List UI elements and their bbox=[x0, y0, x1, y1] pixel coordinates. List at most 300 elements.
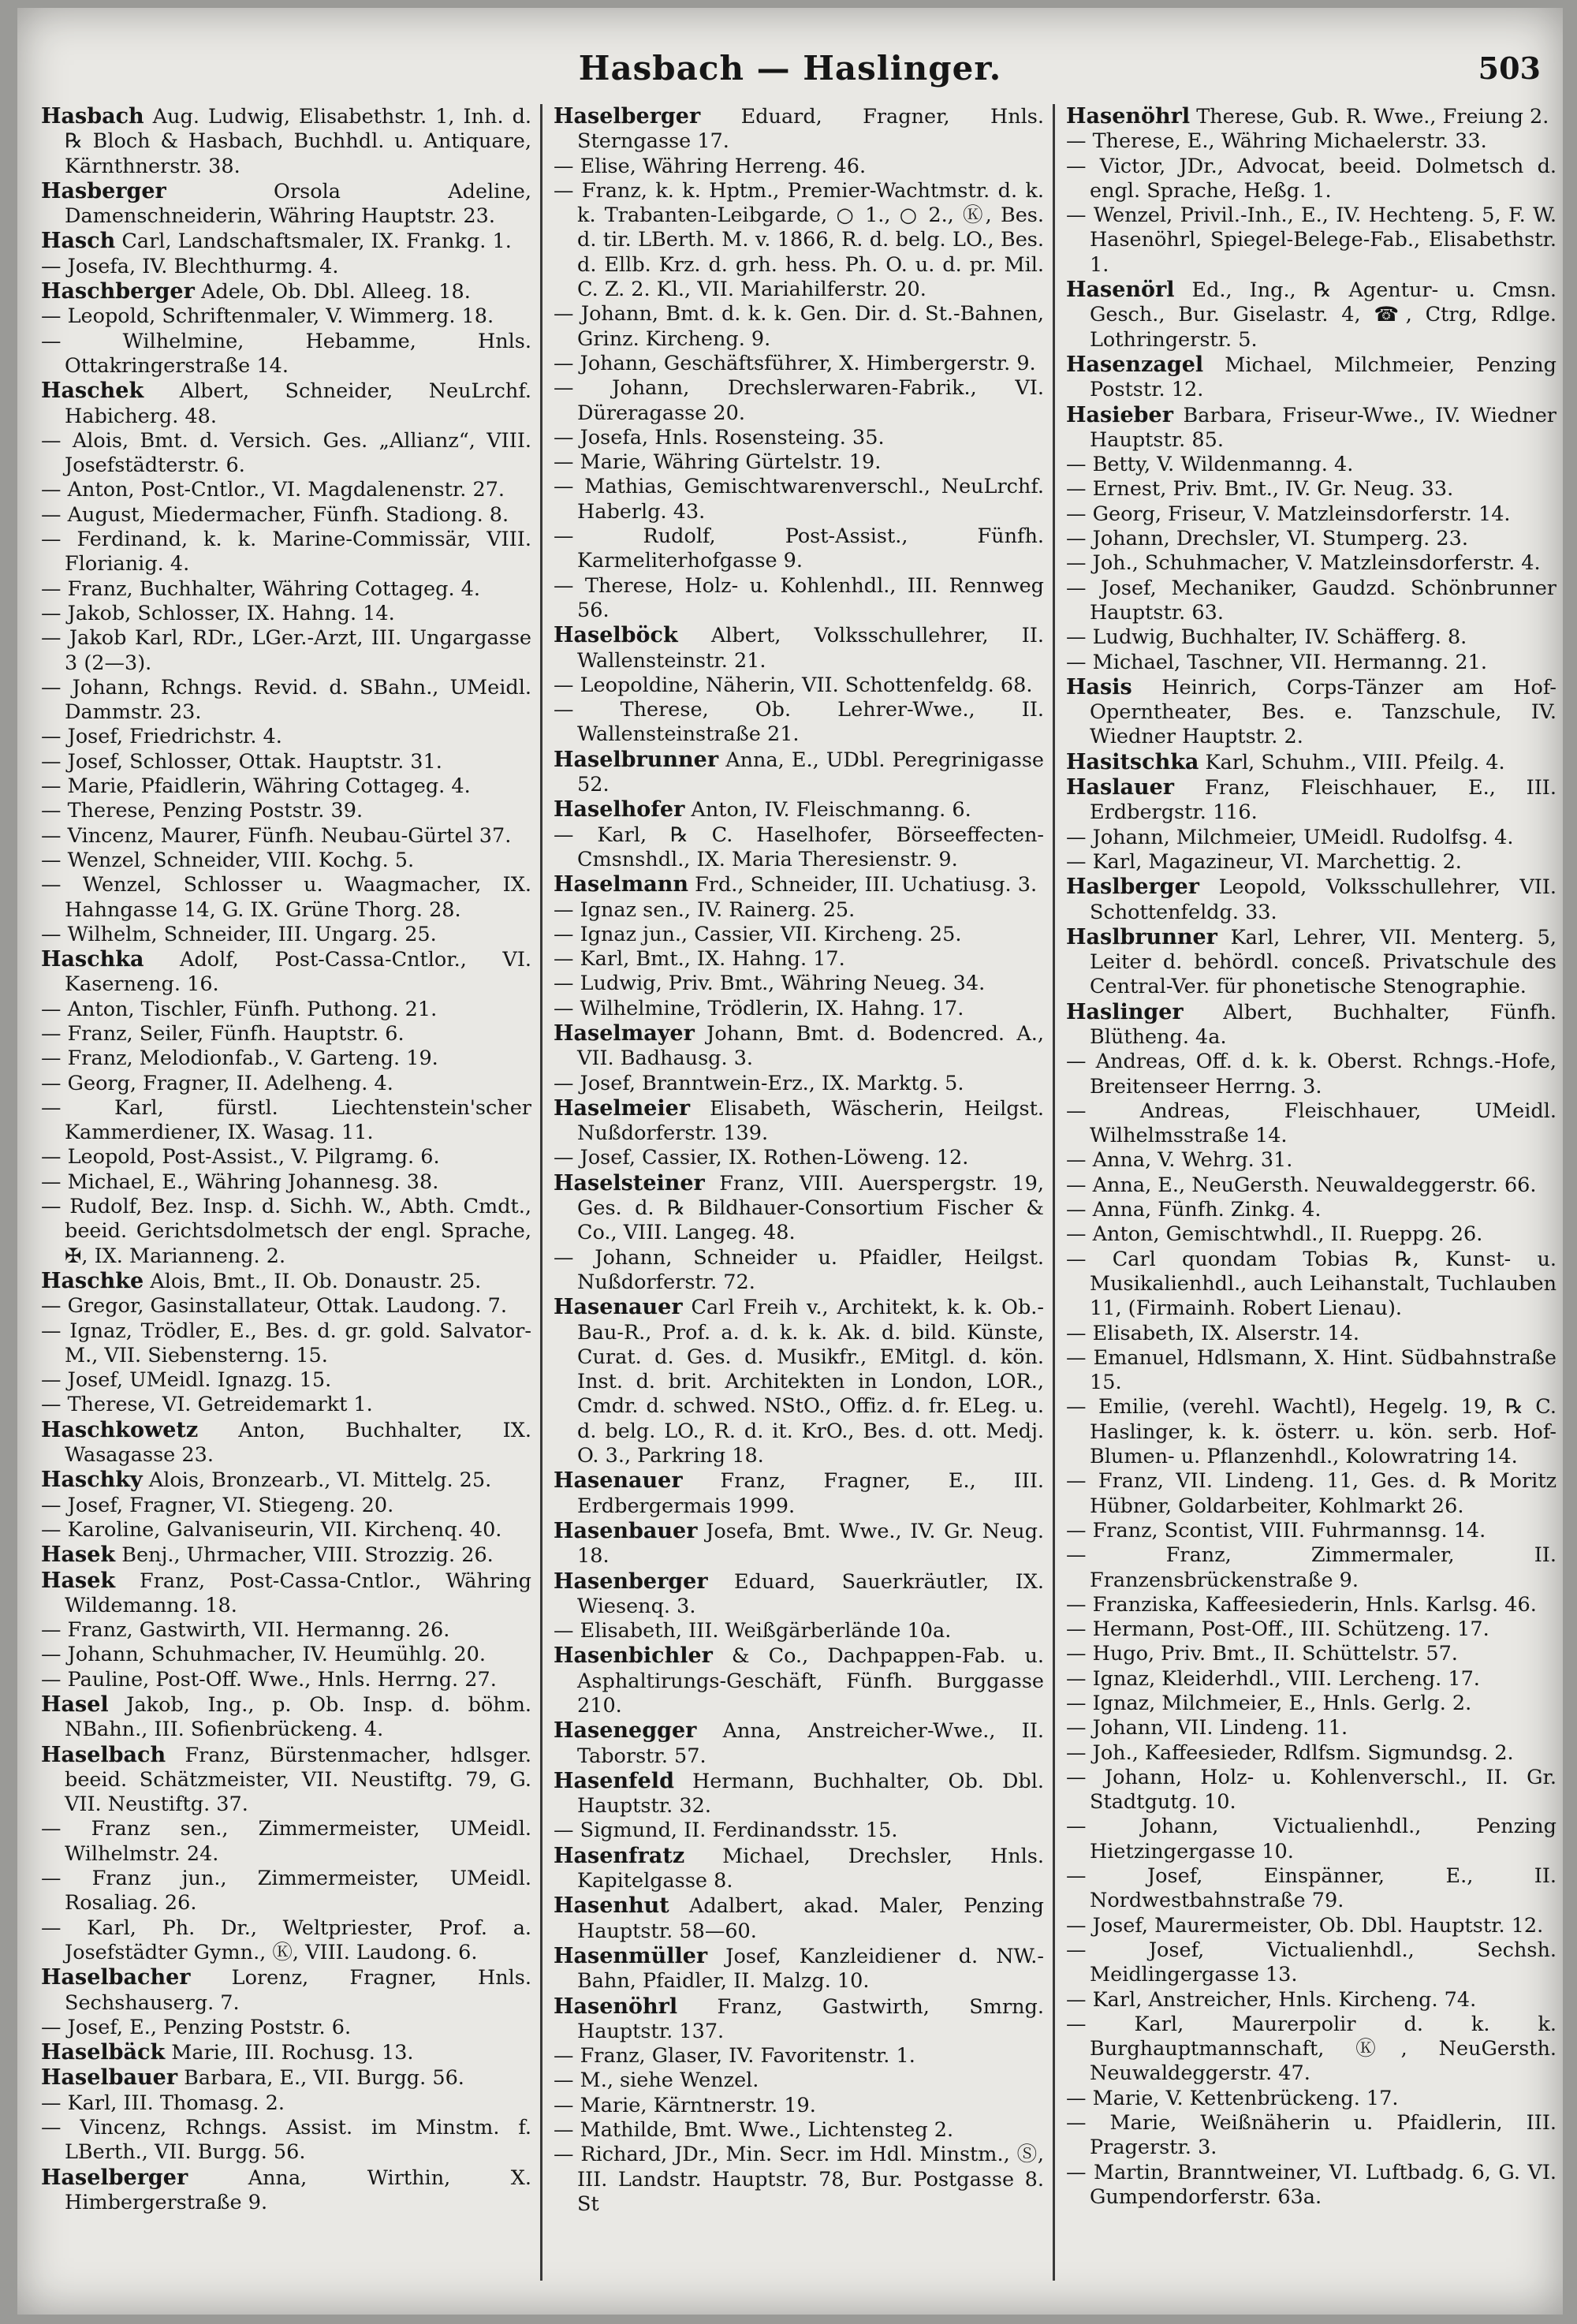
entry-text: — Franz, k. k. Hptm., Premier-Wachtmstr. d. k. k. Trabanten-Leibgarde, ○ 1., ○ 2., Ⓚ, Bes. d. tir. LBerth. M. v. 1866, R. d. belg. LO., Bes. d. Ellb. Krz. d. grh. hess. Ph. O. u. d. pr. Mil. C. Z. 2. Kl., VII. Mariahilferstr. 20. bbox=[554, 178, 1044, 302]
directory-entry bbox=[554, 302, 1044, 352]
directory-entry bbox=[41, 750, 531, 774]
directory-entry bbox=[41, 2065, 531, 2091]
entry-text: — Anton, Tischler, Fünfh. Puthong. 21. bbox=[41, 997, 438, 1021]
entry-text: — Johann, Victualienhdl., Penzing Hietzingergasse 10. bbox=[1066, 1815, 1556, 1863]
entry-surname: Hasenörl bbox=[1066, 278, 1175, 303]
entry-text: Michael, Drechsler, Hnls. Kapitelgasse 8. bbox=[577, 1844, 1044, 1893]
entry-text: Carl Freih v., Architekt, k. k. Ob.-Bau-R., Prof. a. d. k. k. Ak. d. bild. Künste, Curat. d. Ges. d. Musikfr., EMitgl. d. kön. Inst. d. brit. Architekten in London, LOR., Cmdr. d. schwed. NStO., Offiz. d. fr. ELeg. u. d. belg. LO., R. d. it. KrO., Bes. d. ott. Medj. O. 3., Parkring 18. bbox=[577, 1296, 1044, 1468]
entry-surname: Haslbrunner bbox=[1066, 924, 1217, 949]
directory-entry bbox=[1066, 625, 1556, 650]
directory-columns bbox=[41, 104, 1563, 2296]
entry-text: Ed., Ing., ℞ Agentur- u. Cmsn. Gesch., Bur. Giselastr. 4, ☎, Ctrg, Rdlge. Lothringerstr. 5. bbox=[1090, 278, 1556, 352]
entry-text: — Johann, Schneider u. Pfaidler, Heilgst. Nußdorferstr. 72. bbox=[554, 1245, 1044, 1294]
entry-text: — Josef, E., Penzing Poststr. 6. bbox=[41, 2015, 352, 2039]
entry-surname: Hasenöhrl bbox=[1066, 104, 1191, 129]
entry-text: Jakob, Ing., p. Ob. Insp. d. böhm. NBahn., III. Sofienbrückeng. 4. bbox=[65, 1693, 531, 1742]
entry-surname: Haselmeier bbox=[554, 1095, 691, 1121]
directory-entry bbox=[1066, 1322, 1556, 1346]
entry-surname: Haschke bbox=[41, 1268, 144, 1293]
directory-entry bbox=[554, 1844, 1044, 1894]
entry-text: Josef, Kanzleidiener d. NW.-Bahn, Pfaidler, II. Malzg. 10. bbox=[577, 1944, 1044, 1994]
directory-entry bbox=[1066, 775, 1556, 826]
entry-text: — Anton, Post-Cntlor., VI. Magdalenenstr. 27. bbox=[41, 478, 505, 502]
directory-entry bbox=[554, 155, 1044, 179]
directory-entry bbox=[41, 104, 531, 179]
directory-entry bbox=[41, 1170, 531, 1195]
entry-text: — Josef, Mechaniker, Gaudzd. Schönbrunner Hauptstr. 63. bbox=[1066, 576, 1556, 625]
directory-entry bbox=[554, 1819, 1044, 1843]
entry-text: — Josef, Branntwein-Erz., IX. Marktg. 5. bbox=[554, 1071, 964, 1095]
entry-text: — Karl, Ph. Dr., Weltpriester, Prof. a. Josefstädter Gymn., Ⓚ, VIII. Laudong. 6. bbox=[41, 1916, 531, 1964]
entry-text: — Jakob Karl, RDr., LGer.-Arzt, III. Ungargasse 3 (2—3). bbox=[41, 626, 531, 675]
directory-column-3 bbox=[1066, 104, 1556, 2296]
entry-surname: Hasenberger bbox=[554, 1569, 708, 1594]
entry-text: — Anna, V. Wehrg. 31. bbox=[1066, 1148, 1293, 1173]
running-title: Hasbach — Haslinger. bbox=[578, 49, 1002, 88]
directory-entry bbox=[554, 524, 1044, 574]
directory-entry bbox=[41, 998, 531, 1022]
entry-text: Alois, Bmt., II. Ob. Donaustr. 25. bbox=[144, 1269, 482, 1293]
directory-entry bbox=[1066, 1864, 1556, 1914]
directory-entry bbox=[554, 574, 1044, 624]
entry-text: Anna, E., UDbl. Peregrinigasse 52. bbox=[577, 748, 1044, 797]
directory-entry bbox=[554, 1021, 1044, 1072]
directory-entry bbox=[41, 1542, 531, 1568]
directory-entry bbox=[554, 104, 1044, 155]
directory-entry bbox=[41, 1046, 531, 1071]
directory-entry bbox=[1066, 1198, 1556, 1222]
entry-text: — Wilhelmine, Trödlerin, IX. Hahng. 17. bbox=[554, 996, 964, 1020]
page-header bbox=[17, 43, 1563, 98]
entry-text: — Ignaz jun., Cassier, VII. Kircheng. 25. bbox=[554, 922, 962, 946]
entry-surname: Haselböck bbox=[554, 623, 678, 648]
directory-page bbox=[17, 8, 1563, 2315]
entry-text: — Andreas, Fleischhauer, UMeidl. Wilhelmsstraße 14. bbox=[1066, 1099, 1556, 1148]
directory-entry bbox=[554, 179, 1044, 302]
directory-entry bbox=[1066, 453, 1556, 477]
directory-entry bbox=[1066, 675, 1556, 750]
entry-text: Franz, Fragner, E., III. Erdbergermais 1999. bbox=[577, 1469, 1044, 1518]
entry-text: — Josefa, Hnls. Rosensteing. 35. bbox=[554, 425, 885, 450]
directory-entry bbox=[1066, 129, 1556, 154]
directory-entry bbox=[554, 1994, 1044, 2045]
directory-entry bbox=[554, 2044, 1044, 2068]
directory-entry bbox=[1066, 278, 1556, 353]
directory-entry bbox=[554, 1171, 1044, 1246]
entry-surname: Haschka bbox=[41, 947, 144, 972]
entry-text: — Elise, Währing Herreng. 46. bbox=[554, 154, 867, 178]
directory-entry bbox=[41, 503, 531, 528]
entry-text: — Josef, Friedrichstr. 4. bbox=[41, 725, 282, 749]
directory-entry bbox=[1066, 353, 1556, 403]
entry-text: — Emilie, (verehl. Wachtl), Hegelg. 19, ℞ C. Haslinger, k. k. österr. u. kön. serb. Hof-Blumen- u. Pflanzenhdl., Kolowratring 14. bbox=[1066, 1395, 1556, 1469]
entry-text: — Johann, Geschäftsführer, X. Himbergerstr. 9. bbox=[554, 351, 1036, 375]
directory-entry bbox=[41, 1418, 531, 1468]
entry-text: — Josef, Schlosser, Ottak. Hauptstr. 31. bbox=[41, 749, 442, 774]
directory-entry bbox=[41, 229, 531, 254]
entry-text: — Victor, JDr., Advocat, beeid. Dolmetsch d. engl. Sprache, Heßg. 1. bbox=[1066, 154, 1556, 203]
entry-text: — Marie, Pfaidlerin, Währing Cottageg. 4. bbox=[41, 774, 471, 799]
directory-entry bbox=[41, 2016, 531, 2040]
directory-entry bbox=[554, 1619, 1044, 1643]
entry-text: — Josefa, IV. Blechthurmg. 4. bbox=[41, 254, 339, 278]
entry-surname: Haslauer bbox=[1066, 775, 1174, 800]
entry-text: — Karl, Magazineur, VI. Marchettig. 2. bbox=[1066, 849, 1462, 874]
entry-text: Therese, Gub. R. Wwe., Freiung 2. bbox=[1190, 105, 1549, 129]
entry-surname: Hasek bbox=[41, 1568, 116, 1593]
entry-text: — Ignaz, Trödler, E., Bes. d. gr. gold. Salvator-M., VII. Siebensterng. 15. bbox=[41, 1319, 531, 1367]
entry-text: Albert, Volksschullehrer, II. Wallensteinstr. 21. bbox=[577, 624, 1044, 673]
entry-text: — Pauline, Post-Off. Wwe., Hnls. Herrng. 27. bbox=[41, 1667, 497, 1692]
entry-text: Heinrich, Corps-Tänzer am Hof-Operntheater, Bes. e. Tanzschule, IV. Wiedner Hauptstr. 2. bbox=[1090, 675, 1556, 749]
entry-text: — Elisabeth, IX. Alserstr. 14. bbox=[1066, 1321, 1359, 1345]
entry-surname: Haselbrunner bbox=[554, 747, 719, 772]
directory-entry bbox=[1066, 651, 1556, 675]
entry-text: Franz, Gastwirth, Smrng. Hauptstr. 137. bbox=[577, 1994, 1044, 2043]
directory-entry bbox=[554, 2094, 1044, 2118]
directory-entry bbox=[41, 1269, 531, 1294]
entry-surname: Haschkowetz bbox=[41, 1417, 199, 1442]
directory-entry bbox=[41, 1867, 531, 1916]
directory-entry bbox=[554, 823, 1044, 873]
directory-entry bbox=[1066, 502, 1556, 527]
directory-entry bbox=[41, 1569, 531, 1619]
directory-entry bbox=[1066, 1222, 1556, 1247]
entry-surname: Haschberger bbox=[41, 279, 195, 304]
entry-surname: Haselbacher bbox=[41, 1965, 191, 1990]
directory-entry bbox=[1066, 1173, 1556, 1198]
entry-text: — Mathilde, Bmt. Wwe., Lichtensteg 2. bbox=[554, 2118, 954, 2143]
entry-text: Anton, Buchhalter, IX. Wasagasse 23. bbox=[65, 1418, 531, 1468]
directory-entry bbox=[554, 426, 1044, 450]
entry-text: — Rudolf, Post-Assist., Fünfh. Karmeliterhofgasse 9. bbox=[554, 524, 1044, 573]
entry-text: — Franz, Zimmermaler, II. Franzensbrückenstraße 9. bbox=[1066, 1543, 1556, 1592]
entry-text: — Wenzel, Schlosser u. Waagmacher, IX. Hahngasse 14, G. IX. Grüne Thorg. 28. bbox=[41, 873, 531, 922]
entry-text: Alois, Bronzearb., VI. Mittelg. 25. bbox=[142, 1468, 492, 1493]
entry-text: — Ignaz, Milchmeier, E., Hnls. Gerlg. 2. bbox=[1066, 1692, 1472, 1715]
entry-text: — Johann, VII. Lindeng. 11. bbox=[1066, 1716, 1348, 1740]
directory-entry bbox=[41, 478, 531, 502]
directory-entry bbox=[1066, 477, 1556, 502]
directory-entry bbox=[554, 1769, 1044, 1819]
entry-text: — Johann, Rchngs. Revid. d. SBahn., UMeidl. Dammstr. 23. bbox=[41, 675, 531, 725]
entry-text: — Franz sen., Zimmermeister, UMeidl. Wilhelmstr. 24. bbox=[41, 1817, 531, 1866]
directory-entry bbox=[1066, 875, 1556, 925]
entry-surname: Haselsteiner bbox=[554, 1170, 705, 1196]
entry-surname: Haslberger bbox=[1066, 875, 1200, 900]
directory-entry bbox=[1066, 1395, 1556, 1469]
entry-text: — Josef, Victualienhdl., Sechsh. Meidlingergasse 13. bbox=[1066, 1938, 1556, 1987]
entry-text: — Ferdinand, k. k. Marine-Commissär, VIII. Florianig. 4. bbox=[41, 528, 531, 576]
entry-text: Marie, III. Rochusg. 13. bbox=[165, 2041, 414, 2065]
entry-surname: Hasenzagel bbox=[1066, 352, 1204, 377]
directory-entry bbox=[1066, 1716, 1556, 1740]
entry-text: Johann, Bmt. d. Bodencred. A., VII. Badhausg. 3. bbox=[577, 1021, 1044, 1071]
directory-entry bbox=[41, 1072, 531, 1096]
entry-text: Anna, Anstreicher-Wwe., II. Taborstr. 57. bbox=[577, 1719, 1044, 1768]
entry-text: — Anna, E., NeuGersth. Neuwaldeggerstr. 66. bbox=[1066, 1173, 1537, 1197]
directory-entry bbox=[1066, 1148, 1556, 1173]
directory-entry bbox=[1066, 2161, 1556, 2210]
directory-entry bbox=[41, 2091, 531, 2116]
entry-text: — Leopold, Schriftenmaler, V. Wimmerg. 18. bbox=[41, 304, 494, 329]
entry-text: — Elisabeth, III. Weißgärberlände 10a. bbox=[554, 1619, 952, 1643]
directory-entry bbox=[1066, 403, 1556, 453]
entry-text: Adalbert, akad. Maler, Penzing Hauptstr. 58—60. bbox=[577, 1894, 1044, 1943]
directory-entry bbox=[1066, 576, 1556, 626]
entry-text: — Leopold, Post-Assist., V. Pilgramg. 6. bbox=[41, 1145, 440, 1169]
entry-surname: Haschek bbox=[41, 379, 144, 404]
entry-text: — Karoline, Galvaniseurin, VII. Kirchenq. 40. bbox=[41, 1517, 502, 1542]
directory-entry bbox=[554, 1718, 1044, 1769]
directory-entry bbox=[1066, 1988, 1556, 2013]
entry-text: — Ludwig, Buchhalter, IV. Schäfferg. 8. bbox=[1066, 625, 1467, 650]
directory-entry bbox=[41, 824, 531, 849]
directory-entry bbox=[1066, 925, 1556, 1000]
directory-entry bbox=[1066, 1248, 1556, 1322]
directory-entry bbox=[41, 1022, 531, 1046]
entry-text: — Karl, Maurerpolir d. k. k. Burghauptmannschaft, Ⓚ, NeuGersth. Neuwaldeggerstr. 47. bbox=[1066, 2012, 1556, 2086]
entry-text: — Johann, Drechsler, VI. Stumperg. 23. bbox=[1066, 527, 1468, 551]
directory-entry bbox=[1066, 1469, 1556, 1519]
entry-text: Barbara, E., VII. Burgg. 56. bbox=[177, 2066, 464, 2091]
directory-entry bbox=[554, 623, 1044, 673]
directory-entry bbox=[41, 2116, 531, 2165]
entry-text: — Karl, fürstl. Liechtenstein'scher Kammerdiener, IX. Wasag. 11. bbox=[41, 1095, 531, 1145]
directory-entry bbox=[41, 676, 531, 726]
directory-entry bbox=[41, 799, 531, 823]
directory-entry bbox=[1066, 551, 1556, 576]
entry-text: Karl, Lehrer, VII. Menterg. 5, Leiter d. behördl. conceß. Privatschule des Central-Ver. für phonetische Stenographie. bbox=[1090, 925, 1556, 999]
entry-text: — Michael, E., Währing Johannesg. 38. bbox=[41, 1169, 439, 1194]
entry-text: Albert, Buchhalter, Fünfh. Blütheng. 4a. bbox=[1090, 1000, 1556, 1049]
entry-text: — Josef, UMeidl. Ignazg. 15. bbox=[41, 1368, 332, 1393]
directory-entry bbox=[41, 1096, 531, 1146]
directory-entry bbox=[554, 1246, 1044, 1296]
entry-surname: Hasieber bbox=[1066, 402, 1173, 427]
entry-text: — Sigmund, II. Ferdinandsstr. 15. bbox=[554, 1819, 898, 1843]
entry-text: — Jakob, Schlosser, IX. Hahng. 14. bbox=[41, 601, 395, 625]
entry-text: — Franz, Gastwirth, VII. Hermanng. 26. bbox=[41, 1618, 450, 1643]
directory-entry bbox=[554, 2068, 1044, 2093]
entry-text: — Mathias, Gemischtwarenverschl., NeuLrchf. Haberlg. 43. bbox=[554, 475, 1044, 524]
directory-entry bbox=[41, 1518, 531, 1542]
entry-text: — Rudolf, Bez. Insp. d. Sichh. W., Abth. Cmdt., beeid. Gerichtsdolmetsch der engl. Sprache, ✠, IX. Marianneng. 2. bbox=[41, 1195, 531, 1268]
directory-entry bbox=[1066, 1617, 1556, 1642]
entry-text: — Franz, Melodionfab., V. Garteng. 19. bbox=[41, 1046, 438, 1071]
directory-entry bbox=[554, 1072, 1044, 1096]
directory-entry bbox=[1066, 2013, 1556, 2087]
column-divider bbox=[1053, 104, 1055, 2281]
entry-text: Franz, VIII. Auerspergstr. 19, Ges. d. ℞ Bildhauer-Consortium Fischer & Co., VIII. Langeg. 48. bbox=[577, 1171, 1044, 1245]
directory-entry bbox=[1066, 1692, 1556, 1716]
entry-text: — Wenzel, Schneider, VIII. Kochg. 5. bbox=[41, 848, 415, 872]
entry-surname: Haschky bbox=[41, 1468, 143, 1493]
entry-text: — Karl, III. Thomasg. 2. bbox=[41, 2091, 285, 2115]
directory-entry bbox=[1066, 1667, 1556, 1692]
directory-entry bbox=[41, 279, 531, 304]
directory-entry bbox=[1066, 750, 1556, 775]
directory-entry bbox=[1066, 104, 1556, 129]
directory-entry bbox=[1066, 826, 1556, 850]
entry-text: — Franz, Seiler, Fünfh. Hauptstr. 6. bbox=[41, 1021, 405, 1046]
entry-text: — Johann, Drechslerwaren-Fabrik., VI. Düreragasse 20. bbox=[554, 376, 1044, 425]
directory-entry bbox=[1066, 1741, 1556, 1766]
entry-text: — Richard, JDr., Min. Secr. im Hdl. Minstm., Ⓢ, III. Landstr. Hauptstr. 78, Bur. Postgasse 8. St bbox=[554, 2143, 1044, 2216]
entry-surname: Hasenfeld bbox=[554, 1768, 674, 1793]
directory-entry bbox=[41, 1145, 531, 1169]
entry-text: — Franz, VII. Lindeng. 11, Ges. d. ℞ Moritz Hübner, Goldarbeiter, Kohlmarkt 26. bbox=[1066, 1469, 1556, 1518]
entry-surname: Hasenbauer bbox=[554, 1518, 698, 1543]
entry-text: — Johann, Bmt. d. k. k. Gen. Dir. d. St.-Bahnen, Grinz. Kircheng. 9. bbox=[554, 302, 1044, 351]
entry-surname: Hasenauer bbox=[554, 1468, 683, 1494]
directory-entry bbox=[1066, 1519, 1556, 1543]
entry-text: — Joh., Kaffeesieder, Rdlfsm. Sigmundsg. 2. bbox=[1066, 1740, 1514, 1765]
directory-entry bbox=[1066, 1099, 1556, 1149]
entry-text: Hermann, Buchhalter, Ob. Dbl. Hauptstr. 32. bbox=[577, 1769, 1044, 1819]
entry-text: — Georg, Fragner, II. Adelheng. 4. bbox=[41, 1071, 393, 1095]
directory-entry bbox=[41, 626, 531, 676]
directory-entry bbox=[1066, 1050, 1556, 1099]
directory-entry bbox=[1066, 203, 1556, 278]
entry-text: — Alois, Bmt. d. Versich. Ges. „Allianz“, VIII. Josefstädterstr. 6. bbox=[41, 428, 531, 478]
entry-text: Benj., Uhrmacher, VIII. Strozzig. 26. bbox=[115, 1543, 494, 1568]
entry-text: — Ernest, Priv. Bmt., IV. Gr. Neug. 33. bbox=[1066, 477, 1454, 502]
directory-entry bbox=[41, 602, 531, 626]
directory-entry bbox=[554, 1295, 1044, 1468]
directory-entry bbox=[1066, 1593, 1556, 1617]
directory-entry bbox=[1066, 850, 1556, 875]
entry-text: Leopold, Volksschullehrer, VII. Schottenfeldg. 33. bbox=[1090, 875, 1556, 924]
entry-surname: Hasenhut bbox=[554, 1893, 669, 1919]
directory-entry bbox=[554, 1096, 1044, 1147]
entry-text: — Michael, Taschner, VII. Hermanng. 21. bbox=[1066, 650, 1487, 674]
directory-entry bbox=[554, 997, 1044, 1021]
entry-text: — Josef, Maurermeister, Ob. Dbl. Hauptstr. 12. bbox=[1066, 1913, 1544, 1938]
directory-entry bbox=[554, 1468, 1044, 1519]
column-divider bbox=[540, 104, 542, 2281]
entry-text: — Betty, V. Wildenmanng. 4. bbox=[1066, 453, 1354, 477]
directory-entry bbox=[1066, 1346, 1556, 1396]
entry-text: — Vincenz, Maurer, Fünfh. Neubau-Gürtel 37. bbox=[41, 823, 512, 848]
entry-text: — Hugo, Priv. Bmt., II. Schüttelstr. 57. bbox=[1066, 1642, 1458, 1666]
entry-text: — Marie, Kärntnerstr. 19. bbox=[554, 2093, 816, 2117]
directory-entry bbox=[41, 1494, 531, 1518]
entry-text: Albert, Schneider, NeuLrchf. Habicherg. 48. bbox=[65, 379, 531, 428]
directory-entry bbox=[554, 898, 1044, 923]
directory-entry bbox=[41, 304, 531, 329]
directory-entry bbox=[41, 255, 531, 279]
directory-entry bbox=[554, 1569, 1044, 1620]
entry-text: — August, Miedermacher, Fünfh. Stadiong. 8. bbox=[41, 502, 509, 527]
directory-entry bbox=[554, 352, 1044, 376]
entry-surname: Hasenmüller bbox=[554, 1943, 708, 1968]
entry-text: — Franz, Buchhalter, Währing Cottageg. 4. bbox=[41, 576, 481, 601]
entry-text: — Franz, Glaser, IV. Favoritenstr. 1. bbox=[554, 2044, 915, 2068]
directory-entry bbox=[1066, 1815, 1556, 1864]
entry-text: Barbara, Friseur-Wwe., IV. Wiedner Hauptstr. 85. bbox=[1090, 403, 1556, 452]
entry-text: — Johann, Milchmeier, UMeidl. Rudolfsg. 4. bbox=[1066, 825, 1514, 849]
entry-text: — Wenzel, Privil.-Inh., E., IV. Hechteng. 5, F. W. Hasenöhrl, Spiegel-Belege-Fab., Elisabethstr. 1. bbox=[1066, 203, 1556, 277]
entry-text: Carl, Landschaftsmaler, IX. Frankg. 1. bbox=[115, 229, 512, 254]
directory-entry bbox=[41, 429, 531, 479]
directory-entry bbox=[1066, 1914, 1556, 1938]
directory-entry bbox=[41, 2165, 531, 2216]
entry-surname: Hasenegger bbox=[554, 1718, 697, 1744]
entry-text: Adolf, Post-Cassa-Cntlor., VI. Kaserneng. 16. bbox=[65, 948, 531, 997]
directory-entry bbox=[41, 1668, 531, 1692]
directory-entry bbox=[41, 1319, 531, 1369]
directory-entry bbox=[41, 1643, 531, 1667]
entry-text: — Anton, Gemischtwhdl., II. Rueppg. 26. bbox=[1066, 1222, 1483, 1247]
entry-surname: Hasberger bbox=[41, 178, 166, 203]
directory-entry bbox=[41, 725, 531, 749]
directory-entry bbox=[41, 1294, 531, 1319]
entry-surname: Haselberger bbox=[554, 104, 701, 129]
entry-text: Karl, Schuhm., VIII. Pfeilg. 4. bbox=[1199, 750, 1505, 774]
directory-entry bbox=[554, 1146, 1044, 1170]
directory-entry bbox=[1066, 1766, 1556, 1815]
directory-entry bbox=[554, 2143, 1044, 2217]
directory-entry bbox=[41, 1916, 531, 1966]
entry-text: — Therese, E., Währing Michaelerstr. 33. bbox=[1066, 129, 1487, 154]
entry-text: — Vincenz, Rchngs. Assist. im Minstm. f. LBerth., VII. Burgg. 56. bbox=[41, 2116, 531, 2165]
entry-text: — Ignaz sen., IV. Rainerg. 25. bbox=[554, 897, 856, 922]
directory-entry bbox=[1066, 2111, 1556, 2161]
directory-entry bbox=[41, 1692, 531, 1743]
entry-text: — Martin, Branntweiner, VI. Luftbadg. 6, G. VI. Gumpendorferstr. 63a. bbox=[1066, 2160, 1556, 2209]
directory-entry bbox=[1066, 1642, 1556, 1666]
entry-text: — Joh., Schuhmacher, V. Matzleinsdorferstr. 4. bbox=[1066, 551, 1541, 576]
directory-entry bbox=[41, 923, 531, 947]
directory-entry bbox=[554, 923, 1044, 947]
directory-entry bbox=[41, 849, 531, 873]
directory-entry bbox=[554, 1944, 1044, 1994]
directory-entry bbox=[554, 797, 1044, 823]
directory-entry bbox=[1066, 527, 1556, 551]
directory-entry bbox=[1066, 1000, 1556, 1050]
entry-text: Frd., Schneider, III. Uchatiusg. 3. bbox=[688, 873, 1038, 897]
directory-entry bbox=[41, 774, 531, 799]
entry-surname: Hasenöhrl bbox=[554, 1994, 678, 2019]
entry-text: — Therese, Penzing Poststr. 39. bbox=[41, 799, 363, 823]
entry-text: — Franz, Scontist, VIII. Fuhrmannsg. 14. bbox=[1066, 1518, 1486, 1542]
entry-text: Anna, Wirthin, X. Himbergerstraße 9. bbox=[65, 2165, 531, 2214]
directory-entry bbox=[41, 947, 531, 998]
entry-surname: Hasenfratz bbox=[554, 1843, 685, 1868]
directory-entry bbox=[41, 179, 531, 229]
entry-text: — Therese, VI. Getreidemarkt 1. bbox=[41, 1393, 373, 1417]
entry-text: — Johann, Schuhmacher, IV. Heumühlg. 20. bbox=[41, 1643, 486, 1667]
entry-text: — Karl, Anstreicher, Hnls. Kircheng. 74. bbox=[1066, 1987, 1477, 2012]
directory-entry bbox=[41, 379, 531, 429]
entry-text: — Anna, Fünfh. Zinkg. 4. bbox=[1066, 1198, 1322, 1222]
entry-surname: Haselbäck bbox=[41, 2040, 166, 2065]
entry-text: — Johann, Holz- u. Kohlenverschl., II. Gr. Stadtgutg. 10. bbox=[1066, 1765, 1556, 1815]
directory-entry bbox=[41, 2040, 531, 2065]
entry-text: Lorenz, Fragner, Hnls. Sechshauserg. 7. bbox=[65, 1966, 531, 2015]
entry-surname: Hasenbichler bbox=[554, 1643, 713, 1669]
directory-entry bbox=[554, 748, 1044, 798]
entry-surname: Haslinger bbox=[1066, 999, 1184, 1024]
directory-entry bbox=[41, 528, 531, 577]
entry-text: — Josef, Cassier, IX. Rothen-Löweng. 12. bbox=[554, 1146, 969, 1170]
entry-text: — Emanuel, Hdlsmann, X. Hint. Südbahnstraße 15. bbox=[1066, 1345, 1556, 1395]
entry-surname: Hasch bbox=[41, 229, 116, 254]
entry-text: — Marie, Währing Gürtelstr. 19. bbox=[554, 450, 882, 475]
entry-surname: Haselmayer bbox=[554, 1020, 695, 1046]
entry-text: Josefa, Bmt. Wwe., IV. Gr. Neug. 18. bbox=[577, 1519, 1044, 1569]
